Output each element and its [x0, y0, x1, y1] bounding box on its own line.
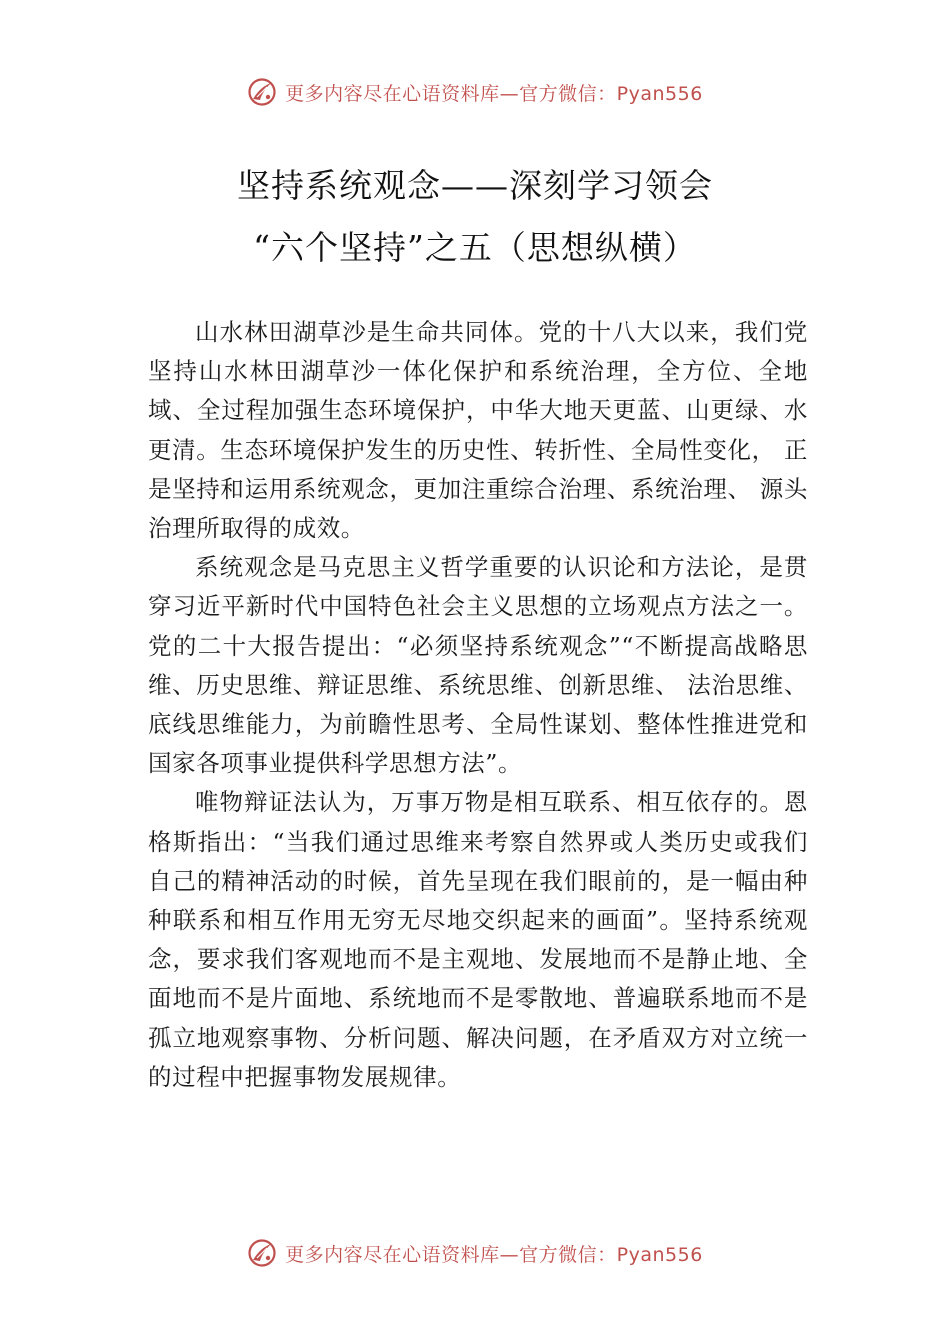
header-watermark: [0, 72, 950, 112]
footer-watermark: [0, 1233, 950, 1273]
brand-logo-icon: [247, 77, 277, 107]
watermark-text: 更多内容尽在心语资料库—官方微信：Pyan556: [285, 82, 703, 105]
title-line-2: “六个坚持”之五（思想纵横）: [253, 228, 697, 267]
body-paragraph-3: 唯物辩证法认为，万事万物是相互联系、相互依存的。恩格斯指出：“当我们通过思维来考察自然界或人类历史或我们自己的精神活动的时候，首先呈现在我们眼前的，是一幅由种种联系和相互作用无穷无尽地交织起来的画面”。坚持系统观念，要求我们客观地而不是主观地、发展地而不是静止地、全面地而不是片面地、系统地而不是零散地、普遍联系地而不是孤立地观察事物、分析问题、解决问题，在矛盾双方对立统一的过程中把握事物发展规律。: [148, 788, 808, 1091]
watermark-text: 更多内容尽在心语资料库—官方微信：Pyan556: [285, 1243, 703, 1266]
document-title: [0, 155, 950, 279]
document-body: [148, 313, 808, 1097]
body-paragraph-2: 系统观念是马克思主义哲学重要的认识论和方法论，是贯穿习近平新时代中国特色社会主义思想的立场观点方法之一。党的二十大报告提出：“必须坚持系统观念”“不断提高战略思维、历史思维、辩证思维、系统思维、创新思维、 法治思维、底线思维能力，为前瞻性思考、全局性谋划、整体性推进党和国家各项事业提供科学思想方法”。: [148, 553, 808, 778]
title-line-1: 坚持系统观念——深刻学习领会: [237, 166, 713, 205]
body-paragraph-1: 山水林田湖草沙是生命共同体。党的十八大以来，我们党坚持山水林田湖草沙一体化保护和系统治理，全方位、全地域、全过程加强生态环境保护，中华大地天更蓝、山更绿、水更清。生态环境保护发生的历史性、转折性、全局性变化， 正是坚持和运用系统观念，更加注重综合治理、系统治理、 源头治理所取得的成效。: [148, 318, 808, 543]
brand-logo-icon: [247, 1238, 277, 1268]
